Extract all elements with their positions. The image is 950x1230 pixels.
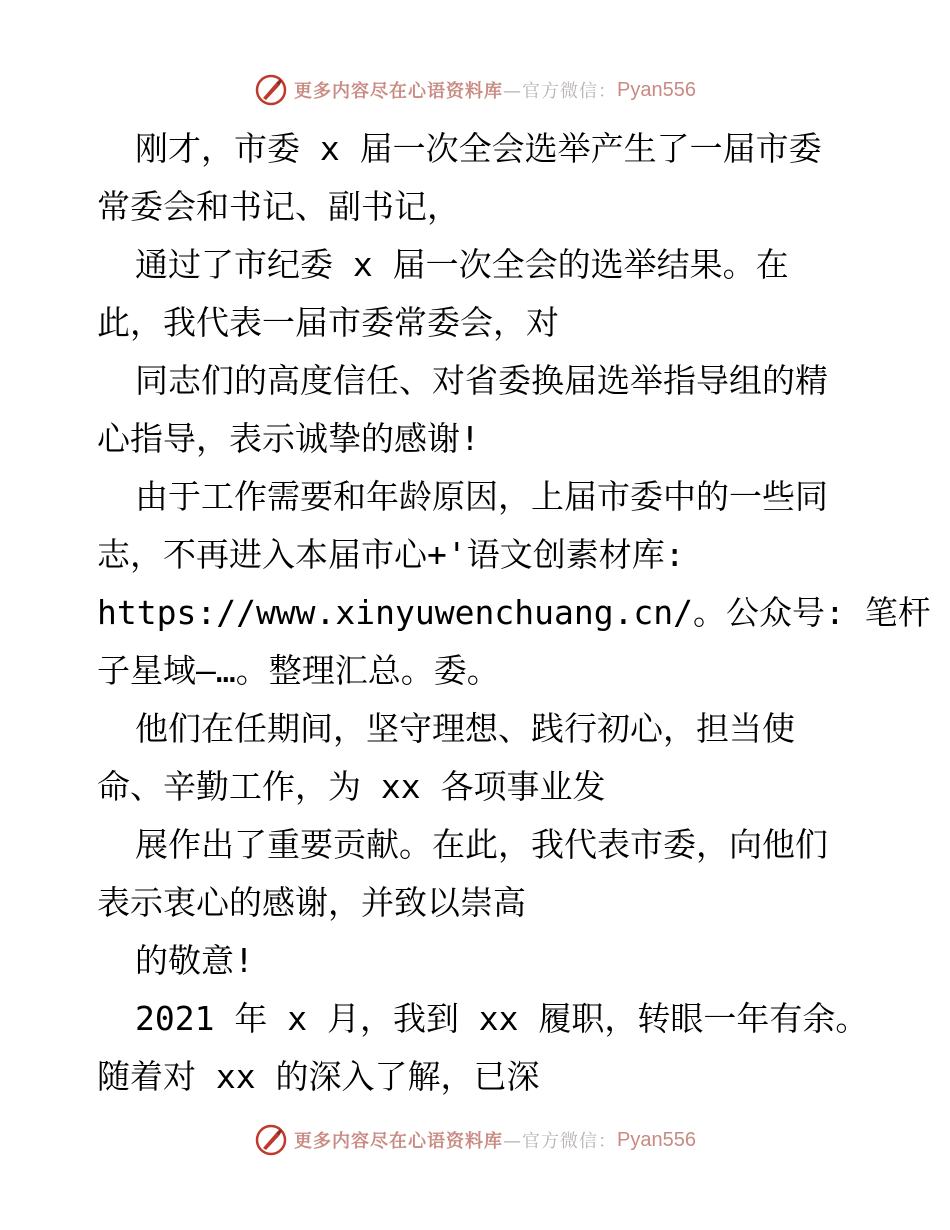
- text-line: 此，我代表一届市委常委会，对: [97, 303, 559, 342]
- watermark-footer: [0, 1122, 950, 1158]
- text-line: 常委会和书记、副书记，: [97, 187, 460, 226]
- text-line: 刚才，市委 x 届一次全会选举产生了一届市委: [135, 129, 822, 168]
- text-line: 通过了市纪委 x 届一次全会的选举结果。在: [135, 245, 789, 284]
- text-line: 志，不再进入本届市心+'语文创素材库:: [97, 535, 685, 574]
- watermark-sub-text: —官方微信：: [503, 81, 618, 102]
- text-line: 表示衷心的感谢，并致以崇高: [97, 883, 526, 922]
- text-line: 随着对 xx 的深入了解，已深: [97, 1057, 540, 1096]
- text-line: 子星域—…。整理汇总。委。: [97, 651, 500, 690]
- pen-logo-icon: [254, 1123, 288, 1157]
- text-line: 命、辛勤工作，为 xx 各项事业发: [97, 767, 606, 806]
- text-line: 由于工作需要和年龄原因，上届市委中的一些同: [135, 477, 828, 516]
- document-body: [97, 120, 931, 1106]
- watermark-header: [0, 72, 950, 108]
- watermark-sub-text: —官方微信：: [503, 1131, 618, 1152]
- text-line: 同志们的高度信任、对省委换届选举指导组的精: [135, 361, 828, 400]
- watermark-wechat-id: Pyan556: [617, 78, 696, 101]
- text-line: 心指导，表示诚挚的感谢!: [97, 419, 480, 458]
- watermark-main-text: 更多内容尽在心语资料库: [294, 81, 504, 102]
- watermark-wechat-id: Pyan556: [617, 1128, 696, 1151]
- watermark-main-text: 更多内容尽在心语资料库: [294, 1131, 504, 1152]
- pen-logo-icon: [254, 73, 288, 107]
- text-line: 他们在任期间，坚守理想、践行初心，担当使: [135, 709, 795, 748]
- text-line: 的敬意!: [135, 941, 254, 980]
- text-line: 2021 年 x 月，我到 xx 履职，转眼一年有余。: [135, 999, 869, 1038]
- text-line: 展作出了重要贡献。在此，我代表市委，向他们: [135, 825, 828, 864]
- text-line: https://www.xinyuwenchuang.cn/。公众号: 笔杆: [97, 593, 931, 632]
